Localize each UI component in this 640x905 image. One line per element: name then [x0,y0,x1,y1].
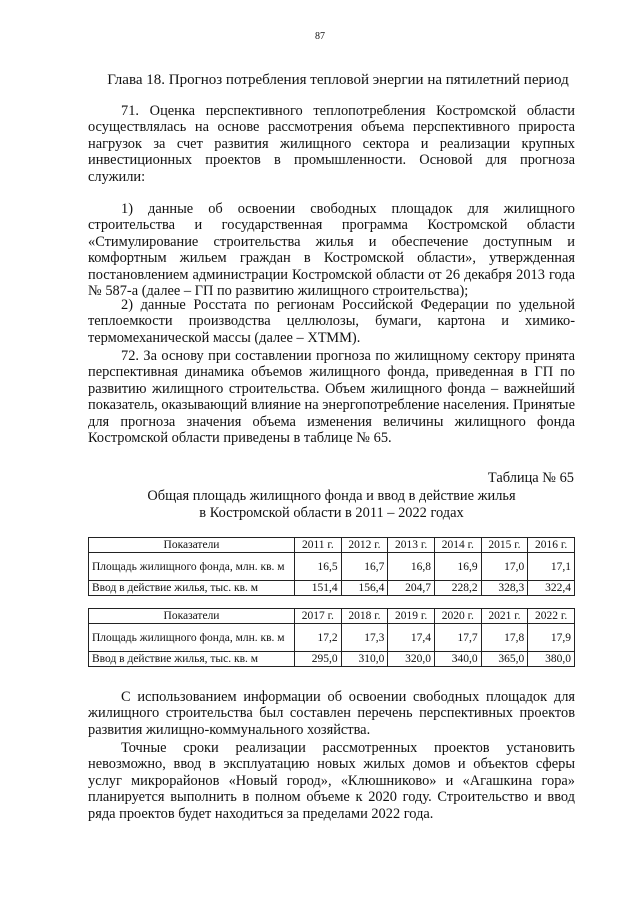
table-cell: 17,0 [481,553,528,581]
table-row [89,553,575,581]
table-cell: 322,4 [528,581,575,596]
page-number: 87 [315,31,325,42]
header-cell: 2018 г. [341,609,388,624]
table-cell: 295,0 [295,652,342,667]
header-cell: Показатели [89,538,295,553]
header-cell: 2017 г. [295,609,342,624]
paragraph-71: 71. Оценка перспективного теплопотребления Костромской области осуществлялась на основе рассмотрения объема перспективного прироста нагрузок за счет развития жилищного сектора и реализации крупных инвестиционных проектов в промышленности. Основой для прогноза служили: [88,103,575,185]
header-cell: 2019 г. [388,609,435,624]
header-cell: 2012 г. [341,538,388,553]
list-item-1: 1) данные об освоении свободных площадок для жилищного строительства и государственная программа Костромской области «Стимулирование строительства жилья и обеспечение доступным и комфортным жильем граждан в Костромской области», утвержденная постановлением администрации Костромской области от 26 декабря 2013 года № 587-а (далее – ГП по развитию жилищного строительства); [88,201,575,300]
table-row [89,624,575,652]
table-cell: 380,0 [528,652,575,667]
table-header-row [89,609,575,624]
data-table-2017-2022 [88,608,575,667]
table-cell: 204,7 [388,581,435,596]
table-row [89,581,575,596]
row-label: Площадь жилищного фонда, млн. кв. м [89,624,295,652]
table-cell: 17,2 [295,624,342,652]
header-cell: 2014 г. [434,538,481,553]
table-title-line-1: Общая площадь жилищного фонда и ввод в действие жилья [147,488,516,504]
row-label: Площадь жилищного фонда, млн. кв. м [89,553,295,581]
table-cell: 17,9 [528,624,575,652]
header-cell: 2021 г. [481,609,528,624]
header-cell: 2016 г. [528,538,575,553]
header-cell: Показатели [89,609,295,624]
table-cell: 340,0 [434,652,481,667]
table-cell: 228,2 [434,581,481,596]
header-cell: 2022 г. [528,609,575,624]
table-title [88,488,575,522]
header-cell: 2015 г. [481,538,528,553]
table-cell: 17,4 [388,624,435,652]
table-row [89,652,575,667]
table-cell: 156,4 [341,581,388,596]
table-cell: 16,7 [341,553,388,581]
table-cell: 17,1 [528,553,575,581]
header-cell: 2020 г. [434,609,481,624]
table-cell: 320,0 [388,652,435,667]
row-label: Ввод в действие жилья, тыс. кв. м [89,581,295,596]
table-header-row [89,538,575,553]
table-cell: 17,3 [341,624,388,652]
table-cell: 17,8 [481,624,528,652]
table-cell: 16,9 [434,553,481,581]
table-cell: 310,0 [341,652,388,667]
chapter-title: Глава 18. Прогноз потребления тепловой энергии на пятилетний период [107,72,569,88]
table-cell: 365,0 [481,652,528,667]
paragraph-after-table-1: С использованием информации об освоении свободных площадок для жилищного строительства был составлен перечень перспективных проектов развития жилищно-коммунального хозяйства. [88,689,575,738]
row-label: Ввод в действие жилья, тыс. кв. м [89,652,295,667]
paragraph-72: 72. За основу при составлении прогноза по жилищному сектору принята перспективная динамика объемов жилищного фонда, приведенная в ГП по развитию жилищного строительства. Объем жилищного фонда – важнейший показатель, оказывающий влияние на энергопотребление населения. Принятые для прогноза значения объема изменения величины жилищного фонда Костромской области приведены в таблице № 65. [88,348,575,447]
table-label: Таблица № 65 [487,470,574,486]
data-table-2011-2016 [88,537,575,596]
table-cell: 328,3 [481,581,528,596]
table-title-line-2: в Костромской области в 2011 – 2022 годах [199,505,464,521]
paragraph-after-table-2: Точные сроки реализации рассмотренных проектов установить невозможно, ввод в эксплуатацию новых жилых домов и объектов сферы услуг микрорайонов «Новый город», «Клюшниково» и «Агашкина гора» планируется выполнить в полном объеме к 2020 году. Строительство и ввод ряда проектов будет находиться за пределами 2022 года. [88,740,575,822]
table-cell: 151,4 [295,581,342,596]
table-cell: 16,8 [388,553,435,581]
list-item-2: 2) данные Росстата по регионам Российской Федерации по удельной теплоемкости производства целлюлозы, бумаги, картона и химико-термомеханической массы (далее – ХТММ). [88,297,575,346]
header-cell: 2013 г. [388,538,435,553]
header-cell: 2011 г. [295,538,342,553]
table-cell: 17,7 [434,624,481,652]
table-cell: 16,5 [295,553,342,581]
